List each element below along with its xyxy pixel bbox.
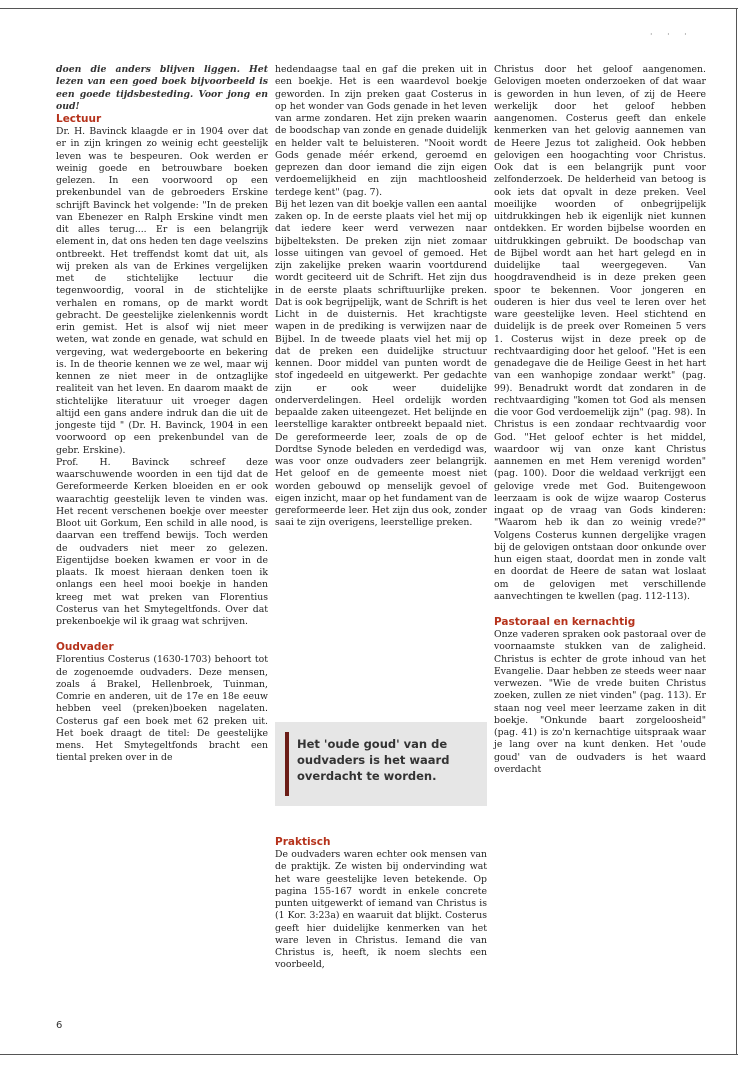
page-number: 6 xyxy=(56,1020,63,1031)
page-right-border xyxy=(736,8,737,1054)
heading-oudvader: Oudvader xyxy=(56,641,114,654)
paragraph: De oudvaders waren echter ook mensen van de praktijk. Ze wisten bij ondervinding wat het ware geestelijke leven betekende. Op pagina 155-167 wordt in enkele concrete punten uitgewerkt of iemand van Christus is (1 Kor. 3:23a) en waaruit dat blijkt. Costerus geeft hier duidelijke kenmerken van het ware leven in Christus. Iemand die van Christus is, heeft, ik noem slechts een voorbeeld, xyxy=(275,849,487,971)
lead-text: doen die anders blijven liggen. Het lezen van een goed boek bijvoorbeeld is een goede tijdsbesteding. Voor jong en oud! xyxy=(56,64,268,112)
heading-praktisch: Praktisch xyxy=(275,836,331,848)
column-left xyxy=(56,64,268,765)
paragraph: Dr. H. Bavinck klaagde er in 1904 over dat er in zijn kringen zo weinig echt geestelijk leven was te bespeuren. Ook werden er weinig goede en betrouwbare boeken gelezen. In een voorwoord op een prekenbundel van de gebroeders Erskine schrijft Bavinck het volgende: "In de preken van Ebenezer en Ralph Erskine vindt men dit alles terug.... Er is een belangrijk element in, dat ons heden ten dage veelszins ontbreekt. Het treffendst komt dat uit, als wij preken als van de Erkines vergelijken met de stichtelijke lectuur die tegenwoordig, vooral in de stichtelijke verhalen en romans, op de markt wordt gebracht. De geestelijke zielenkennis wordt erin gemist. Het is alsof wij niet meer weten, wat zonde en genade, wat schuld en vergeving, wat wedergeboorte en bekering is. In de theorie kennen we ze wel, maar wij kennen ze niet meer in de ontzaglijke realiteit van het leven. En daarom maakt de stichtelijke literatuur uit vroeger dagen altijd een gans andere indruk dan die uit de jongeste tijd " (Dr. H. Bavinck, 1904 in een voorwoord op een prekenbundel van de gebr. Erskine). xyxy=(56,126,268,456)
paragraph: Florentius Costerus (1630-1703) behoort tot de zogenoemde oudvaders. Deze mensen, zoals á Brakel, Hellenbroek, Tuinman, Comrie en anderen, uit de 17e en 18e eeuw hebben veel (preken)boeken nagelaten. Costerus gaf een boek met 62 preken uit. Het boek draagt de titel: De geestelijke mens. Het Smytegeltfonds bracht een tiental preken over in de xyxy=(56,654,268,764)
paragraph: Christus door het geloof aangenomen. Gelovigen moeten onderzoeken of dat waar is geworden in hun leven, of zij de Heere werkelijk door het geloof hebben aangenomen. Costerus geeft dan enkele kenmerken van het gelovig aannemen van de Heere Jezus tot zaligheid. Ook hebben gelovigen een hoogachting voor Christus. Ook dat is een belangrijk punt voor zelfonderzoek. De helderheid van betoog is ook iets dat opvalt in deze preken. Veel moeilijke woorden of onbegrijpelijk uitdrukkingen heb ik eigenlijk niet kunnen ontdekken. Er worden bijbelse woorden en uitdrukkingen gebruikt. De boodschap van de Bijbel wordt aan het hart gelegd en in duidelijke taal weergegeven. Van hoogdravendheid is in deze preken geen spoor te bekennen. Voor jongeren en ouderen is hier dus veel te leren over het ware geestelijke leven. Heel stichtend en duidelijk is de preek over Romeinen 5 vers 1. Costerus wijst in deze preek op de rechtvaardiging door het geloof. "Het is een genadegave die de Heilige Geest in het hart van een wanhopige zondaar werkt" (pag. 99). Benadrukt wordt dat zondaren in de rechtvaardiging "komen tot God als mensen die voor God verdoemelijk zijn" (pag. 98). In Christus is een zondaar rechtvaardig voor God. "Het geloof echter is het middel, waardoor wij van onze kant Christus aannemen en met Hem verenigd worden" (pag. 100). Door die weldaad verkrijgt een gelovige vrede met God. Buitengewoon leerzaam is ook de wijze waarop Costerus ingaat op de vraag van Gods kinderen: "Waarom heb ik dan zo weinig vrede?" Volgens Costerus kunnen dergelijke vragen bij de gelovigen ontstaan door onkunde over hun eigen staat, doordat men in zonde valt en doordat de Heere de satan wat loslaat om de gelovigen met verschillende aanvechtingen te kwellen (pag. 112-113). xyxy=(494,64,706,602)
paragraph: Prof. H. Bavinck schreef deze waarschuwende woorden in een tijd dat de Gereformeerde Kerken bloeiden en er ook waarachtig geestelijk leven te vinden was. Het recent verschenen boekje over meester Bloot uit Gorkum, Een schild in alle nood, is daarvan een treffend bewijs. Toch werden de oudvaders niet meer zo gelezen. Eigentijdse boeken kwamen er voor in de plaats. Ik moest hieraan denken toen ik onlangs een heel mooi boekje in handen kreeg met wat preken van Florentius Costerus van het Smytegeltfonds. Over dat prekenboekje wil ik graag wat schrijven. xyxy=(56,456,268,627)
paragraph: hedendaagse taal en gaf die preken uit in een boekje. Het is een waardevol boekje geworden. In zijn preken gaat Costerus in op het wonder van Gods genade in het leven van arme zondaren. Het zijn preken waarin de boodschap van zonde en genade duidelijk en helder valt te beluisteren. "Nooit wordt Gods genade méér erkend, geroemd en geprezen dan door iemand die zijn eigen verdoemelijkheid en zijn machtloosheid terdege kent" (pag. 7). xyxy=(275,64,487,198)
heading-lectuur: Lectuur xyxy=(56,113,102,125)
column-right xyxy=(494,64,706,776)
header-dots: · · · xyxy=(650,30,693,39)
page-top-border xyxy=(0,8,738,9)
column-middle xyxy=(275,64,487,530)
pull-quote-text: Het 'oude goud' van de oudvaders is het waard overdacht te worden. xyxy=(297,737,450,783)
column-middle-lower xyxy=(275,836,487,972)
pull-quote-bar xyxy=(285,732,289,796)
paragraph: Bij het lezen van dit boekje vallen een aantal zaken op. In de eerste plaats viel het mij op dat iedere keer werd verwezen naar bijbelteksten. De preken zijn niet zomaar losse uitingen van gevoel of gemoed. Het zijn zakelijke preken waarin voortdurend wordt geciteerd uit de Schrift. Het zijn dus in de eerste plaats schriftuurlijke preken. Dat is ook begrijpelijk, want de Schrift is het Licht in de duisternis. Het krachtigste wapen in de prediking is verwijzen naar de Bijbel. In de tweede plaats viel het mij op dat de preken een duidelijke structuur kennen. Door middel van punten wordt de stof ingedeeld en uitgewerkt. Per gedachte zijn er ook weer duidelijke onderverdelingen. Heel ordelijk worden bepaalde zaken uiteengezet. Het belijnde en leerstellige karakter ontbreekt bepaald niet. De gereformeerde leer, zoals de op de Dordtse Synode beleden en verdedigd was, was voor onze oudvaders zeer belangrijk. Het geloof en de gemeente moest niet worden gebouwd op menselijk gevoel of eigen inzicht, maar op het fundament van de gereformeerde leer. Het zijn dus ook, zonder saai te zijn overigens, leerstellige preken. xyxy=(275,198,487,529)
heading-pastoraal: Pastoraal en kernachtig xyxy=(494,616,636,628)
pull-quote xyxy=(275,722,487,806)
page-bottom-border xyxy=(0,1054,738,1055)
paragraph: Onze vaderen spraken ook pastoraal over de voornaamste stukken van de zaligheid. Christus is echter de grote inhoud van het Evangelie. Daar hebben ze steeds weer naar verwezen. "Wie de vrede buiten Christus zoeken, zullen ze niet vinden" (pag. 113). Er staan nog veel meer leerzame zaken in dit boekje. "Onkunde baart zorgeloosheid" (pag. 41) is zo'n kernachtige uitspraak waar je lang over na kunt denken. Het 'oude goud' van de oudvaders is het waard overdacht xyxy=(494,629,706,775)
